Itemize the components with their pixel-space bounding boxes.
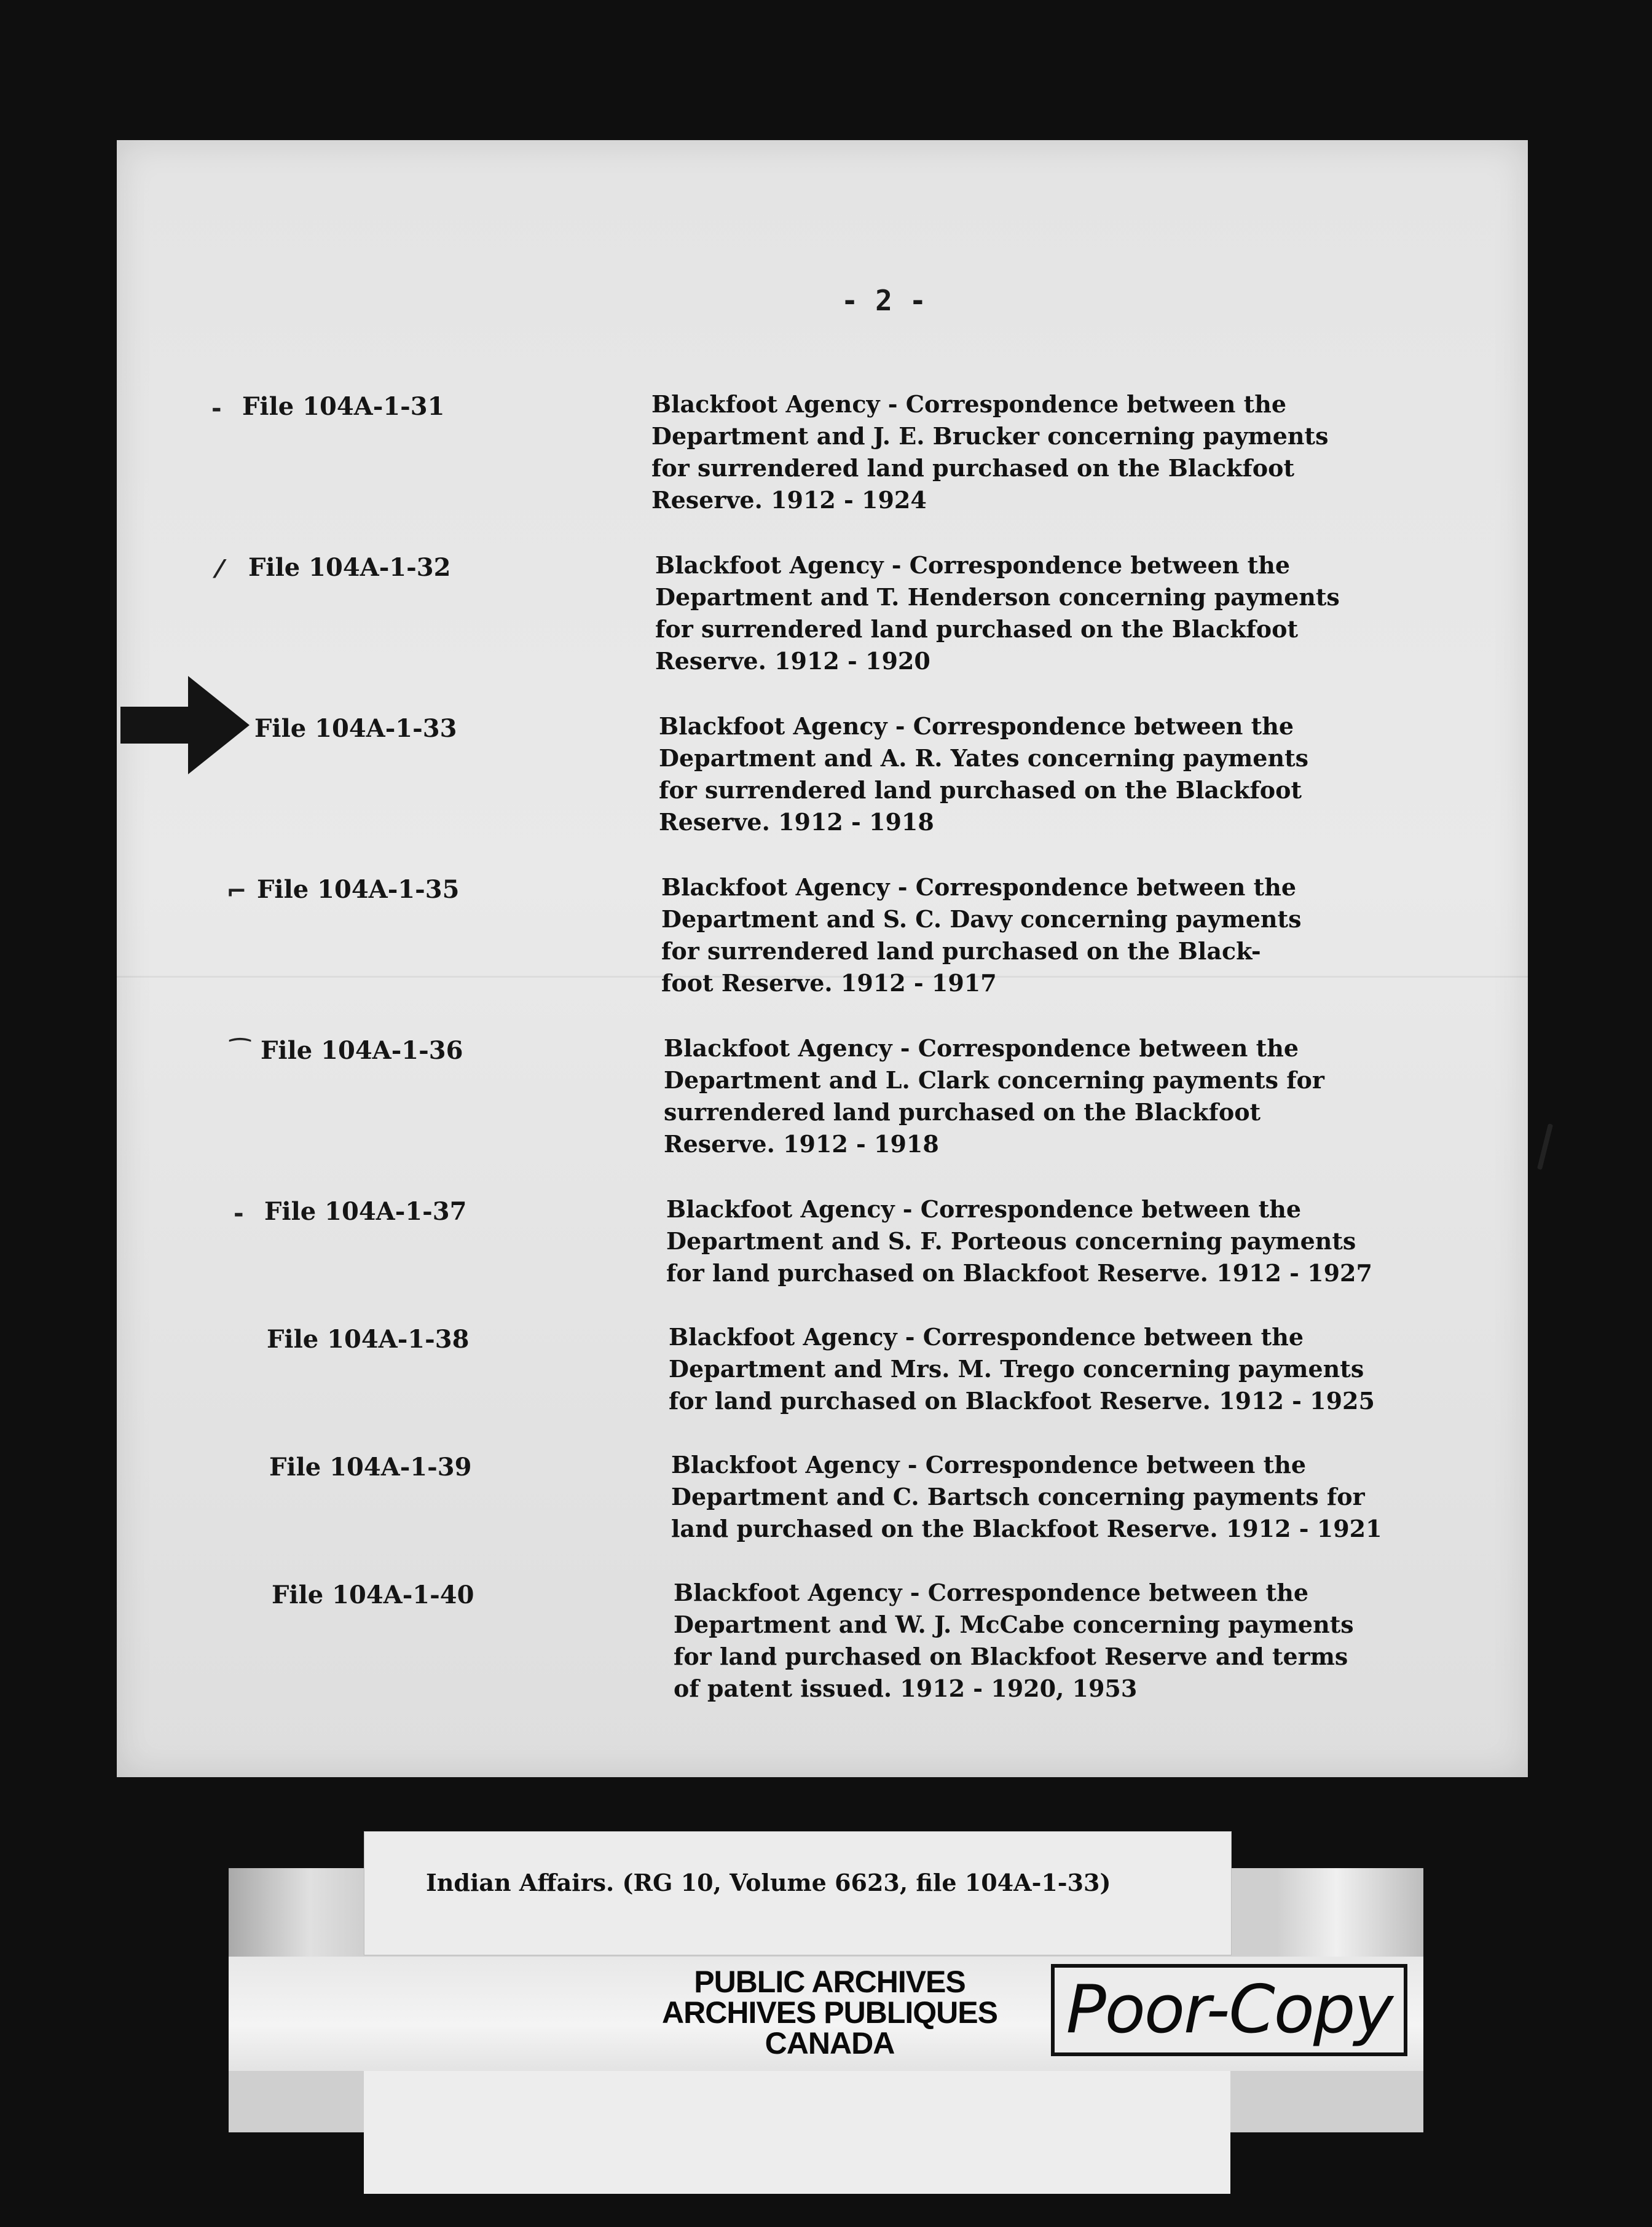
margin-tick-mark: ⁀ <box>230 1039 251 1067</box>
description-line: for land purchased on Blackfoot Reserve. 1912 - 1927 <box>666 1259 1372 1287</box>
stamp-line-1: PUBLIC ARCHIVES <box>694 1965 966 1999</box>
description-line: Blackfoot Agency - Correspondence between the <box>671 1451 1307 1479</box>
description-line: Blackfoot Agency - Correspondence between the <box>669 1323 1304 1351</box>
stamp-line-3: CANADA <box>765 2026 895 2060</box>
poor-copy-stamp <box>1051 1964 1407 2056</box>
file-description <box>671 1449 1446 1545</box>
description-line: Department and L. Clark concerning payments for <box>664 1066 1324 1094</box>
description-line: surrendered land purchased on the Blackfoot <box>664 1098 1261 1126</box>
description-line: Department and A. R. Yates concerning payments <box>659 744 1309 772</box>
label-lower-panel <box>364 2071 1230 2194</box>
file-description <box>651 388 1426 516</box>
file-description <box>655 549 1430 677</box>
file-description <box>674 1577 1448 1705</box>
arrow-pointer-icon <box>120 664 256 787</box>
margin-tick-mark: ⁄ <box>218 556 222 584</box>
description-line: land purchased on the Blackfoot Reserve. 1912 - 1921 <box>671 1515 1382 1542</box>
description-line: Department and T. Henderson concerning payments <box>655 583 1340 611</box>
description-line: Department and S. C. Davy concerning payments <box>661 905 1302 933</box>
description-line: for surrendered land purchased on the Blackfoot <box>651 454 1295 482</box>
pencil-mark <box>1537 1123 1553 1170</box>
description-line: Reserve. 1912 - 1918 <box>659 808 934 836</box>
description-line: Blackfoot Agency - Correspondence between the <box>661 873 1297 901</box>
margin-tick-mark: - <box>234 1200 244 1228</box>
description-line: for surrendered land purchased on the Blackfoot <box>655 615 1299 643</box>
file-number: File 104A-1-31 <box>242 392 445 421</box>
description-line: for surrendered land purchased on the Blackfoot <box>659 776 1302 804</box>
stamp-line-2: ARCHIVES PUBLIQUES <box>662 1995 997 2030</box>
page-number: - 2 - <box>841 284 927 317</box>
file-number: File 104A-1-39 <box>269 1453 472 1482</box>
file-description <box>666 1193 1441 1289</box>
description-line: Department and Mrs. M. Trego concerning payments <box>669 1355 1364 1383</box>
description-line: Department and S. F. Porteous concerning payments <box>666 1227 1356 1255</box>
margin-tick-mark: ⌐ <box>226 878 247 906</box>
description-line: Blackfoot Agency - Correspondence between the <box>664 1034 1299 1062</box>
description-line: of patent issued. 1912 - 1920, 1953 <box>674 1675 1138 1702</box>
file-description <box>659 710 1433 838</box>
description-line: Reserve. 1912 - 1918 <box>664 1130 939 1158</box>
description-line: Department and J. E. Brucker concerning payments <box>651 422 1329 450</box>
file-number: File 104A-1-37 <box>264 1197 467 1226</box>
description-line: Blackfoot Agency - Correspondence between the <box>659 712 1294 740</box>
file-description <box>664 1032 1438 1160</box>
description-line: Reserve. 1912 - 1924 <box>651 486 927 514</box>
poor-copy-text: Poor-Copy <box>1066 1971 1393 2048</box>
file-number: File 104A-1-38 <box>267 1325 470 1354</box>
citation-card <box>364 1831 1232 1955</box>
file-description <box>661 871 1436 999</box>
description-line: Blackfoot Agency - Correspondence between the <box>655 551 1291 579</box>
file-description <box>669 1321 1443 1417</box>
description-line: for land purchased on Blackfoot Reserve. 1912 - 1925 <box>669 1387 1375 1415</box>
description-line: Blackfoot Agency - Correspondence between the <box>651 390 1287 418</box>
description-line: Department and C. Bartsch concerning payments for <box>671 1483 1365 1510</box>
file-number: File 104A-1-36 <box>261 1036 463 1065</box>
archives-stamp <box>608 1966 1051 2059</box>
document-page <box>117 140 1528 1777</box>
file-number: File 104A-1-40 <box>272 1581 474 1609</box>
description-line: Reserve. 1912 - 1920 <box>655 647 930 675</box>
file-number: File 104A-1-35 <box>257 875 460 904</box>
margin-tick-mark: - <box>211 395 222 423</box>
description-line: foot Reserve. 1912 - 1917 <box>661 969 997 997</box>
description-line: Department and W. J. McCabe concerning payments <box>674 1611 1354 1638</box>
description-line: Blackfoot Agency - Correspondence between the <box>666 1195 1302 1223</box>
file-number: File 104A-1-32 <box>248 553 451 582</box>
citation-text: Indian Affairs. (RG 10, Volume 6623, file 104A-1-33) <box>426 1869 1111 1896</box>
description-line: Blackfoot Agency - Correspondence between the <box>674 1579 1309 1606</box>
description-line: for surrendered land purchased on the Black- <box>661 937 1261 965</box>
file-number: File 104A-1-33 <box>254 714 457 743</box>
description-line: for land purchased on Blackfoot Reserve and terms <box>674 1643 1348 1670</box>
